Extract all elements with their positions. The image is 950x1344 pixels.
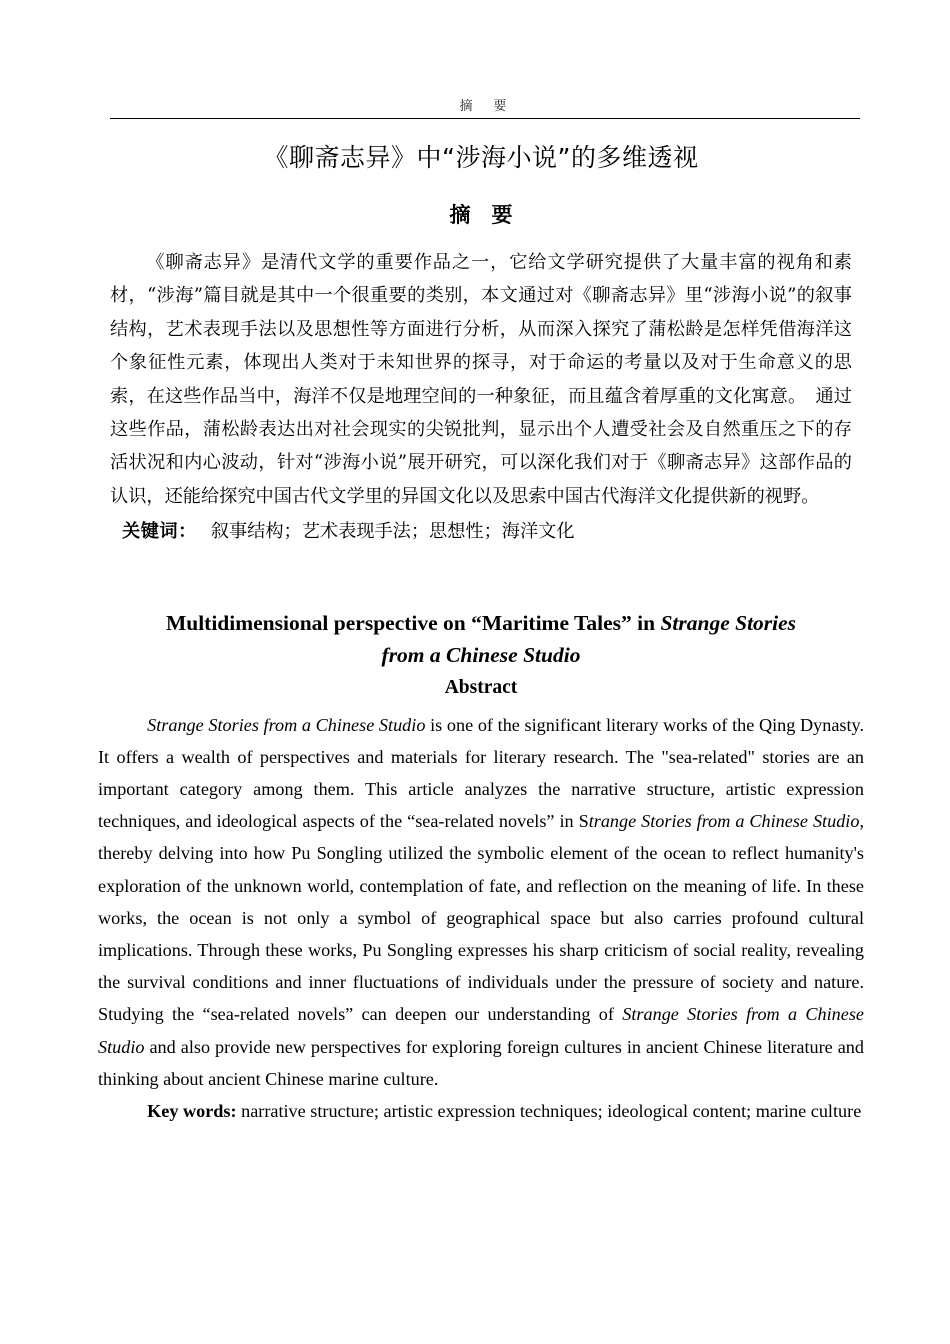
document-content	[96, 138, 866, 1127]
english-keywords-value: narrative structure; artistic expression techniques; ideological content; marine culture	[236, 1101, 862, 1122]
chinese-paper-title: 《聊斋志异》中“涉海小说”的多维透视	[263, 143, 699, 172]
english-abstract-block	[96, 607, 866, 1128]
english-abstract-heading: Abstract	[444, 676, 518, 698]
page-header	[110, 98, 860, 119]
running-header-title: 摘 要	[459, 98, 511, 113]
english-body-italic-1: Strange Stories from a Chinese Studio	[147, 714, 426, 735]
english-abstract-body	[96, 709, 866, 1095]
english-keywords-label: Key words:	[147, 1101, 237, 1122]
english-paper-title	[96, 607, 866, 671]
chinese-keywords-value: 叙事结构；艺术表现手法；思想性；海洋文化	[210, 521, 575, 543]
chinese-abstract-body: 《聊斋志异》是清代文学的重要作品之一，它给文学研究提供了大量丰富的视角和素材，“涉海”篇目就是其中一个很重要的类别，本文通过对《聊斋志异》里“涉海小说”的叙事结构，艺术表现手法以及思想性等方面进行分析，从而深入探究了蒲松龄是怎样凭借海洋这个象征性元素，体现出人类对于未知世界的探寻，对于命运的考量以及对于生命意义的思索，在这些作品当中，海洋不仅是地理空间的一种象征，而且蕴含着厚重的文化寓意。 通过这些作品，蒲松龄表达出对社会现实的尖锐批判，显示出个人遭受社会及自然重压之下的存活状况和内心波动，针对“涉海小说”展开研究，可以深化我们对于《聊斋志异》这部作品的认识，还能给探究中国古代文学里的异国文化以及思索中国古代海洋文化提供新的视野。	[110, 252, 852, 507]
chinese-keywords-line	[96, 515, 866, 548]
chinese-abstract-heading: 摘 要	[449, 203, 513, 227]
chinese-keywords-label: 关键词：	[122, 521, 197, 543]
english-title-plain-part: Multidimensional perspective on “Maritime Tales” in	[165, 610, 661, 635]
english-body-italic-2: trange Stories from a Chinese Studio	[588, 811, 860, 832]
english-keywords-line	[96, 1095, 866, 1127]
english-body-plain-2: , thereby delving into how Pu Songling utilized the symbolic element of the ocean to reflect humanity's exploration of the unknown world, contemplation of fate, and reflection on the meaning of life. In these works, the ocean is not only a symbol of geographical space but also carries profound cultural implications. Through these works, Pu Songling expresses his sharp criticism of social reality, revealing the survival conditions and inner fluctuations of individuals under the pressure of society and nature. Studying the “sea-related novels” can deepen our understanding of	[98, 811, 864, 1025]
english-title-italic-part-2: from a Chinese Studio	[381, 642, 581, 667]
english-body-plain-1: is one of the significant literary works of the Qing Dynasty. It offers a wealth of perspectives and materials for literary research. The "sea-related" stories are an important category among them. This article analyzes the narrative structure, artistic expression techniques, and ideological aspects of the “sea-related novels” in S	[98, 714, 864, 832]
english-title-italic-part-1: Strange Stories	[660, 610, 797, 635]
header-divider-rule	[110, 118, 860, 119]
english-body-italic-3: Strange Stories from a Chinese Studio	[98, 1004, 864, 1057]
english-body-plain-3: and also provide new perspectives for exploring foreign cultures in ancient Chinese literature and thinking about ancient Chinese marine culture.	[98, 1036, 864, 1089]
